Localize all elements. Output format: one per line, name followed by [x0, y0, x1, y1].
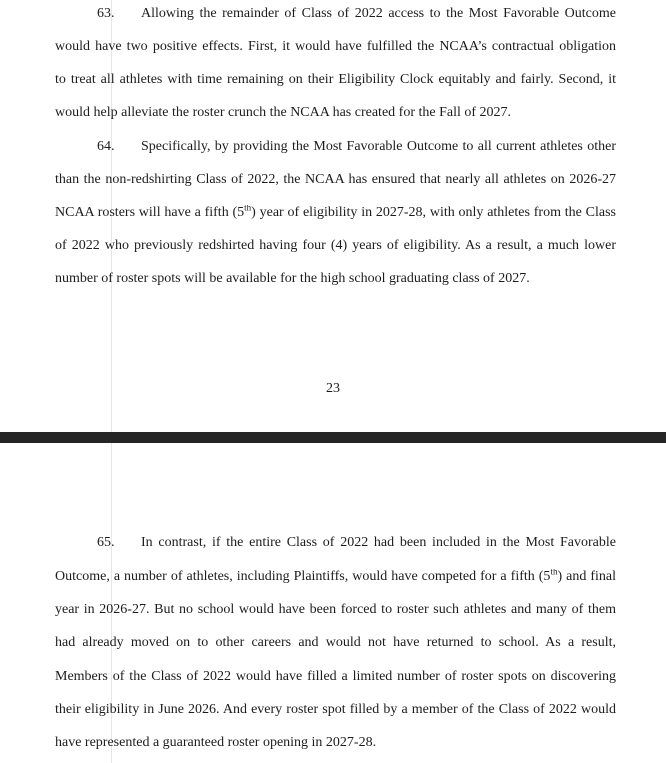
- paragraph-64-line-3: [55, 205, 616, 221]
- paragraph-64-line-4: of 2022 who previously redshirted having four (4) years of eligibility. As a result, a much lower: [55, 238, 616, 253]
- paragraph-65-line-3: year in 2026-27. But no school would have been forced to roster such athletes and many of them: [55, 602, 616, 617]
- ordinal-suffix: th: [550, 569, 558, 577]
- page-number: 23: [326, 381, 340, 396]
- paragraph-65-line-5: Members of the Class of 2022 would have filled a limited number of roster spots on discovering: [55, 669, 616, 684]
- page-break-divider: [0, 432, 666, 443]
- paragraph-65-line-1-text: In contrast, if the entire Class of 2022 had been included in the Most Favorable: [141, 535, 616, 550]
- paragraph-64-line-1-text: Specifically, by providing the Most Favorable Outcome to all current athletes other: [141, 139, 616, 154]
- paragraph-63-line-4: would help alleviate the roster crunch the NCAA has created for the Fall of 2027.: [55, 105, 512, 120]
- paragraph-63-line-3: to treat all athletes with time remaining on their Eligibility Clock equitably and fairly. Second, it: [55, 72, 616, 87]
- paragraph-64-line-5: number of roster spots will be available for the high school graduating class of 2027.: [55, 271, 530, 286]
- paragraph-63-line-2: would have two positive effects. First, it would have fulfilled the NCAA’s contractual obligation: [55, 39, 616, 54]
- paragraph-63-number: 63.: [97, 6, 115, 21]
- document-page-24: [0, 443, 666, 763]
- paragraph-65-line-2: [55, 569, 616, 585]
- paragraph-63-line-1: [97, 6, 616, 22]
- paragraph-65-line-6: their eligibility in June 2026. And every roster spot filled by a member of the Class of 2022 would: [55, 702, 616, 717]
- paragraph-65-line-2-text: Outcome, a number of athletes, including Plaintiffs, would have competed for a fifth (5th) and final: [55, 569, 616, 584]
- paragraph-64-line-1: [97, 139, 616, 155]
- paragraph-64-number: 64.: [97, 139, 115, 154]
- paragraph-64-line-3-text: NCAA rosters will have a fifth (5th) year of eligibility in 2027-28, with only athletes from the Class: [55, 205, 616, 220]
- paragraph-64-line-2: than the non-redshirting Class of 2022, the NCAA has ensured that nearly all athletes on 2026-27: [55, 172, 616, 187]
- paragraph-65-line-1: [97, 535, 616, 551]
- ordinal-suffix: th: [244, 205, 252, 213]
- paragraph-65-number: 65.: [97, 535, 115, 550]
- paragraph-63-line-1-text: Allowing the remainder of Class of 2022 access to the Most Favorable Outcome: [141, 6, 616, 21]
- paragraph-65-line-4: had already moved on to other careers and would not have returned to school. As a result,: [55, 635, 616, 650]
- paragraph-65-line-7: have represented a guaranteed roster opening in 2027-28.: [55, 735, 377, 750]
